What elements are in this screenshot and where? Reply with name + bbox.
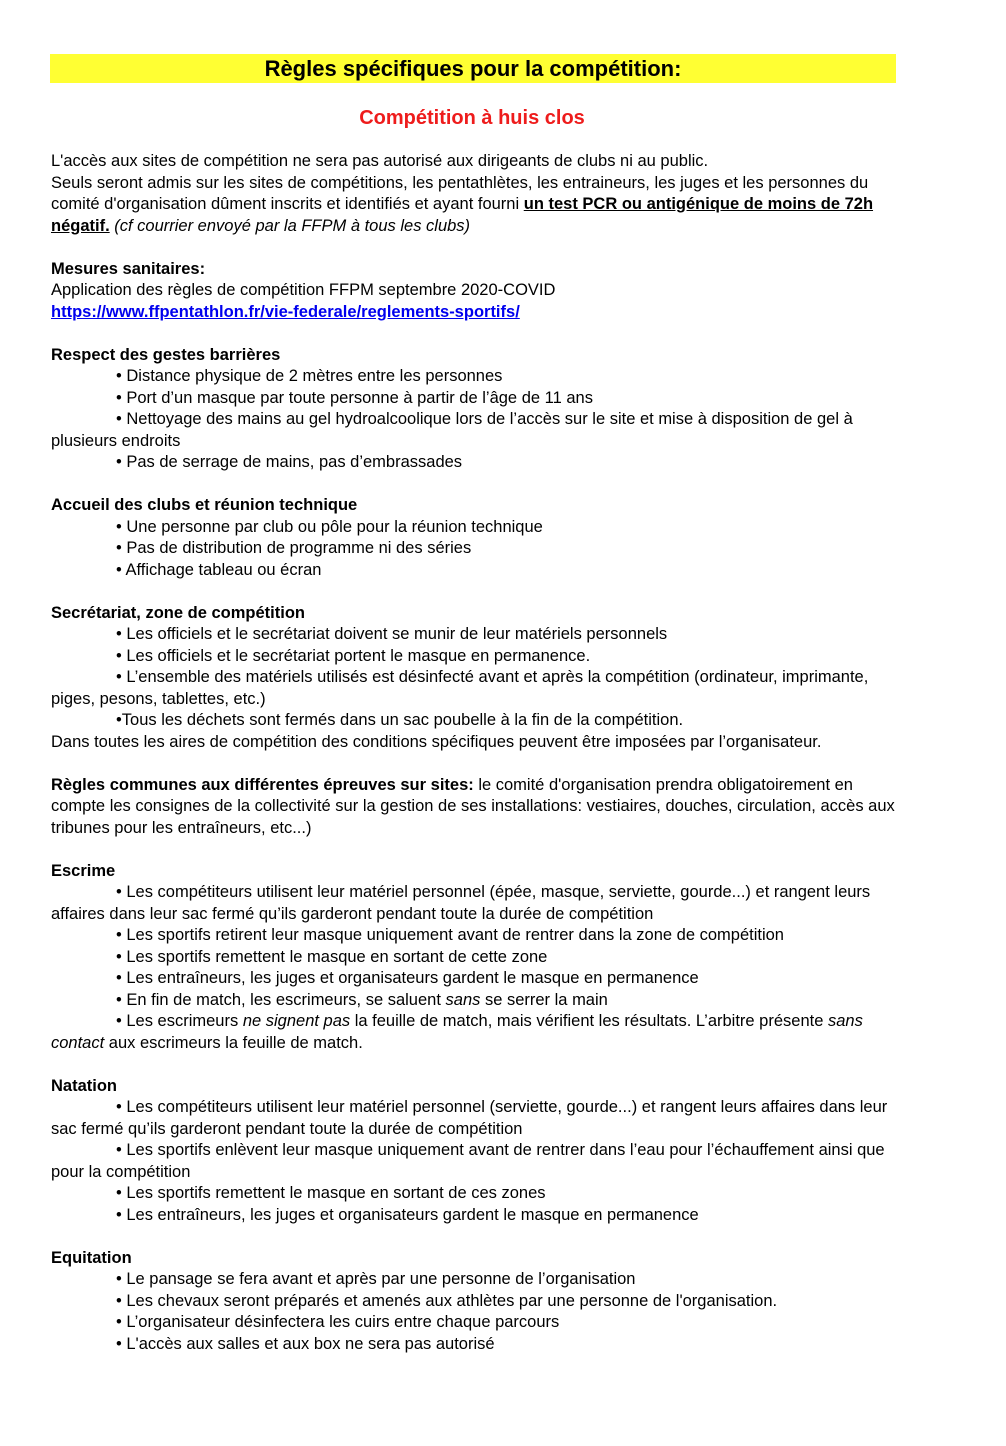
intro-note: (cf courrier envoyé par la FFPM à tous les clubs) — [109, 216, 471, 235]
list-item: • Les entraîneurs, les juges et organisateurs gardent le masque en permanence — [116, 969, 699, 987]
communes-paragraph — [51, 775, 901, 840]
list-item: • Les officiels et le secrétariat portent le masque en permanence. — [116, 646, 591, 665]
list-item: • L’ensemble des matériels utilisés est désinfecté avant et après la compétition (ordinateur, imprimante, piges, pesons, tablettes, etc.) — [51, 668, 869, 708]
page-title-banner: Règles spécifiques pour la compétition: — [50, 54, 896, 83]
section-title-secretariat: Secrétariat, zone de compétition — [51, 603, 305, 622]
list-item: • Nettoyage des mains au gel hydroalcoolique lors de l’accès sur le site et mise à disposition de gel à plusieurs endroits — [51, 410, 853, 450]
document-body — [51, 151, 901, 1355]
section-title-accueil: Accueil des clubs et réunion technique — [51, 496, 358, 514]
intro-text: Seuls seront admis sur les sites de compétitions, les pentathlètes, les entraineurs, les juges et les personnes du comité d'organisation dûment inscrits et identifiés et ayant fourni — [51, 173, 869, 213]
list-item: • Pas de serrage de mains, pas d’embrassades — [116, 453, 463, 471]
communes-text: le comité d'organisation prendra obligatoirement en compte les consignes de la collectivité sur la gestion de ses installations: vestiaires, douches, circulation, accès aux tribunes pour les entraîneurs, etc...) — [51, 775, 895, 837]
section-title-natation: Natation — [51, 1076, 117, 1095]
section-title-gestes: Respect des gestes barrières — [51, 345, 281, 364]
list-item-text: se serrer la main — [480, 990, 608, 1009]
list-item: • Les sportifs remettent le masque en sortant de cette zone — [116, 947, 548, 966]
list-item: • Les compétiteurs utilisent leur matériel personnel (serviette, gourde...) et rangent leurs affaires dans leur sac fermé qu’ils garderont pendant toute la durée de compétition — [51, 1098, 888, 1138]
emphasis: ne signent pas — [242, 1012, 351, 1030]
pcr-requirement: un test PCR ou antigénique de moins de 72h négatif. — [51, 195, 874, 235]
intro-paragraph-2 — [51, 173, 901, 238]
list-item: • Les chevaux seront préparés et amenés aux athlètes par une personne de l'organisation. — [116, 1291, 778, 1310]
list-item: •Tous les déchets sont fermés dans un sac poubelle à la fin de la compétition. — [116, 711, 684, 729]
section-title-communes: Règles communes aux différentes épreuves sur sites: — [51, 775, 474, 794]
section-title-mesures: Mesures sanitaires: — [51, 259, 206, 278]
subtitle: Compétition à huis clos — [359, 107, 585, 129]
mesures-text: Application des règles de compétition FFPM septembre 2020-COVID — [51, 281, 556, 299]
secretariat-note: Dans toutes les aires de compétition des conditions spécifiques peuvent être imposées par l’organisateur. — [51, 732, 822, 751]
list-item: • Les officiels et le secrétariat doivent se munir de leur matériels personnels — [116, 625, 668, 643]
list-item: • Affichage tableau ou écran — [116, 560, 322, 579]
list-item: • Distance physique de 2 mètres entre les personnes — [116, 367, 503, 385]
list-item: • Les sportifs enlèvent leur masque uniquement avant de rentrer dans l’eau pour l’échauffement ainsi que pour la compétition — [51, 1141, 885, 1181]
list-item-text: • Les escrimeurs — [116, 1012, 243, 1030]
list-item: • L'accès aux salles et aux box ne sera pas autorisé — [116, 1334, 495, 1353]
list-item-text: la feuille de match, mais vérifient les résultats. L’arbitre présente — [350, 1012, 828, 1030]
emphasis: sans — [445, 990, 481, 1009]
list-item: • Les entraîneurs, les juges et organisateurs gardent le masque en permanence — [116, 1205, 699, 1224]
intro-paragraph-1: L'accès aux sites de compétition ne sera pas autorisé aux dirigeants de clubs ni au public. — [51, 152, 709, 170]
list-item — [51, 1011, 901, 1054]
list-item-text: aux escrimeurs la feuille de match. — [104, 1033, 363, 1052]
reglements-link[interactable]: https://www.ffpentathlon.fr/vie-federale/reglements-sportifs/ — [51, 302, 520, 321]
list-item: • Une personne par club ou pôle pour la réunion technique — [116, 517, 543, 536]
list-item: • Les sportifs remettent le masque en sortant de ces zones — [116, 1184, 546, 1202]
emphasis: sans contact — [51, 1012, 863, 1052]
list-item: • Les sportifs retirent leur masque uniquement avant de rentrer dans la zone de compétition — [116, 926, 784, 944]
list-item: • Les compétiteurs utilisent leur matériel personnel (épée, masque, serviette, gourde...) et rangent leurs affaires dans leur sac fermé qu’ils garderont pendant toute la durée de compétition — [51, 883, 871, 923]
list-item: • Le pansage se fera avant et après par une personne de l’organisation — [116, 1270, 636, 1288]
list-item-text: • En fin de match, les escrimeurs, se saluent — [116, 990, 446, 1009]
list-item — [51, 990, 901, 1012]
section-title-equitation: Equitation — [51, 1248, 132, 1267]
list-item: • Pas de distribution de programme ni des séries — [116, 539, 472, 557]
list-item: • Port d’un masque par toute personne à partir de l’âge de 11 ans — [116, 388, 593, 407]
section-title-escrime: Escrime — [51, 861, 116, 880]
list-item: • L’organisateur désinfectera les cuirs entre chaque parcours — [116, 1313, 560, 1331]
